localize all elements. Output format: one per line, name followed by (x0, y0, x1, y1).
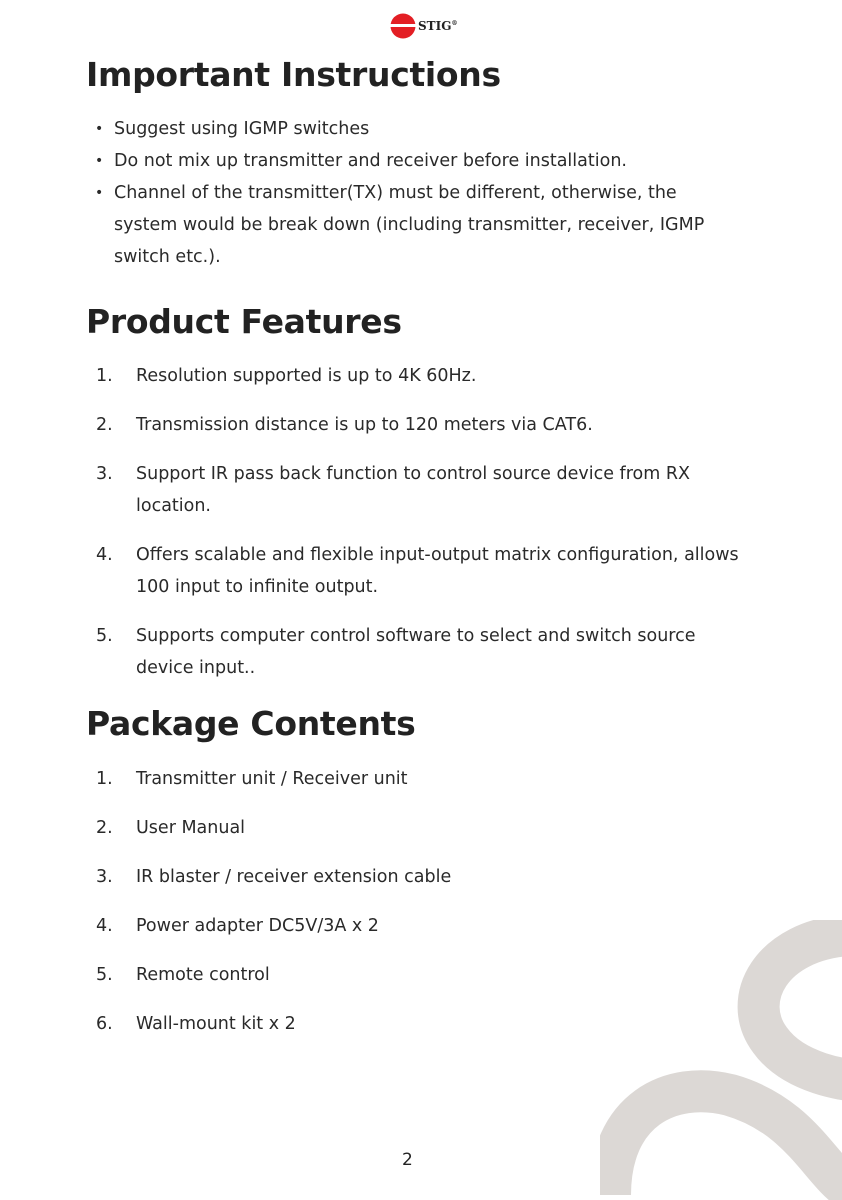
features-heading: Product Features (86, 302, 402, 341)
list-item: 6. Wall-mount kit x 2 (96, 1014, 296, 1034)
brand-logo-icon (390, 13, 416, 39)
instructions-list (95, 113, 735, 273)
list-item: 2. Transmission distance is up to 120 meters via CAT6. (96, 415, 593, 435)
list-item: 4. Offers scalable and flexible input-output matrix configuration, allows 100 input to infinite output. (96, 545, 739, 597)
instructions-heading: Important Instructions (86, 55, 501, 94)
list-item: 1. Transmitter unit / Receiver unit (96, 769, 408, 789)
list-item: 4. Power adapter DC5V/3A x 2 (96, 916, 379, 936)
list-item: 3. IR blaster / receiver extension cable (96, 867, 452, 887)
package-list (96, 763, 746, 1057)
list-item: • Channel of the transmitter(TX) must be different, otherwise, the system would be break down (including transmitter, receiver, IGMP switch etc.). (95, 177, 735, 273)
list-item: 5. Supports computer control software to select and switch source device input.. (96, 626, 696, 678)
page-number: 2 (402, 1150, 413, 1170)
features-list (96, 360, 746, 701)
list-item: 1. Resolution supported is up to 4K 60Hz. (96, 366, 477, 386)
list-item: 3. Support IR pass back function to control source device from RX location. (96, 464, 690, 516)
brand-name: STIG® (418, 19, 458, 33)
list-item: • Suggest using IGMP switches (95, 113, 735, 145)
list-item: • Do not mix up transmitter and receiver before installation. (95, 145, 735, 177)
brand-logo (390, 10, 457, 42)
list-item: 5. Remote control (96, 965, 270, 985)
package-heading: Package Contents (86, 704, 416, 743)
list-item: 2. User Manual (96, 818, 246, 838)
